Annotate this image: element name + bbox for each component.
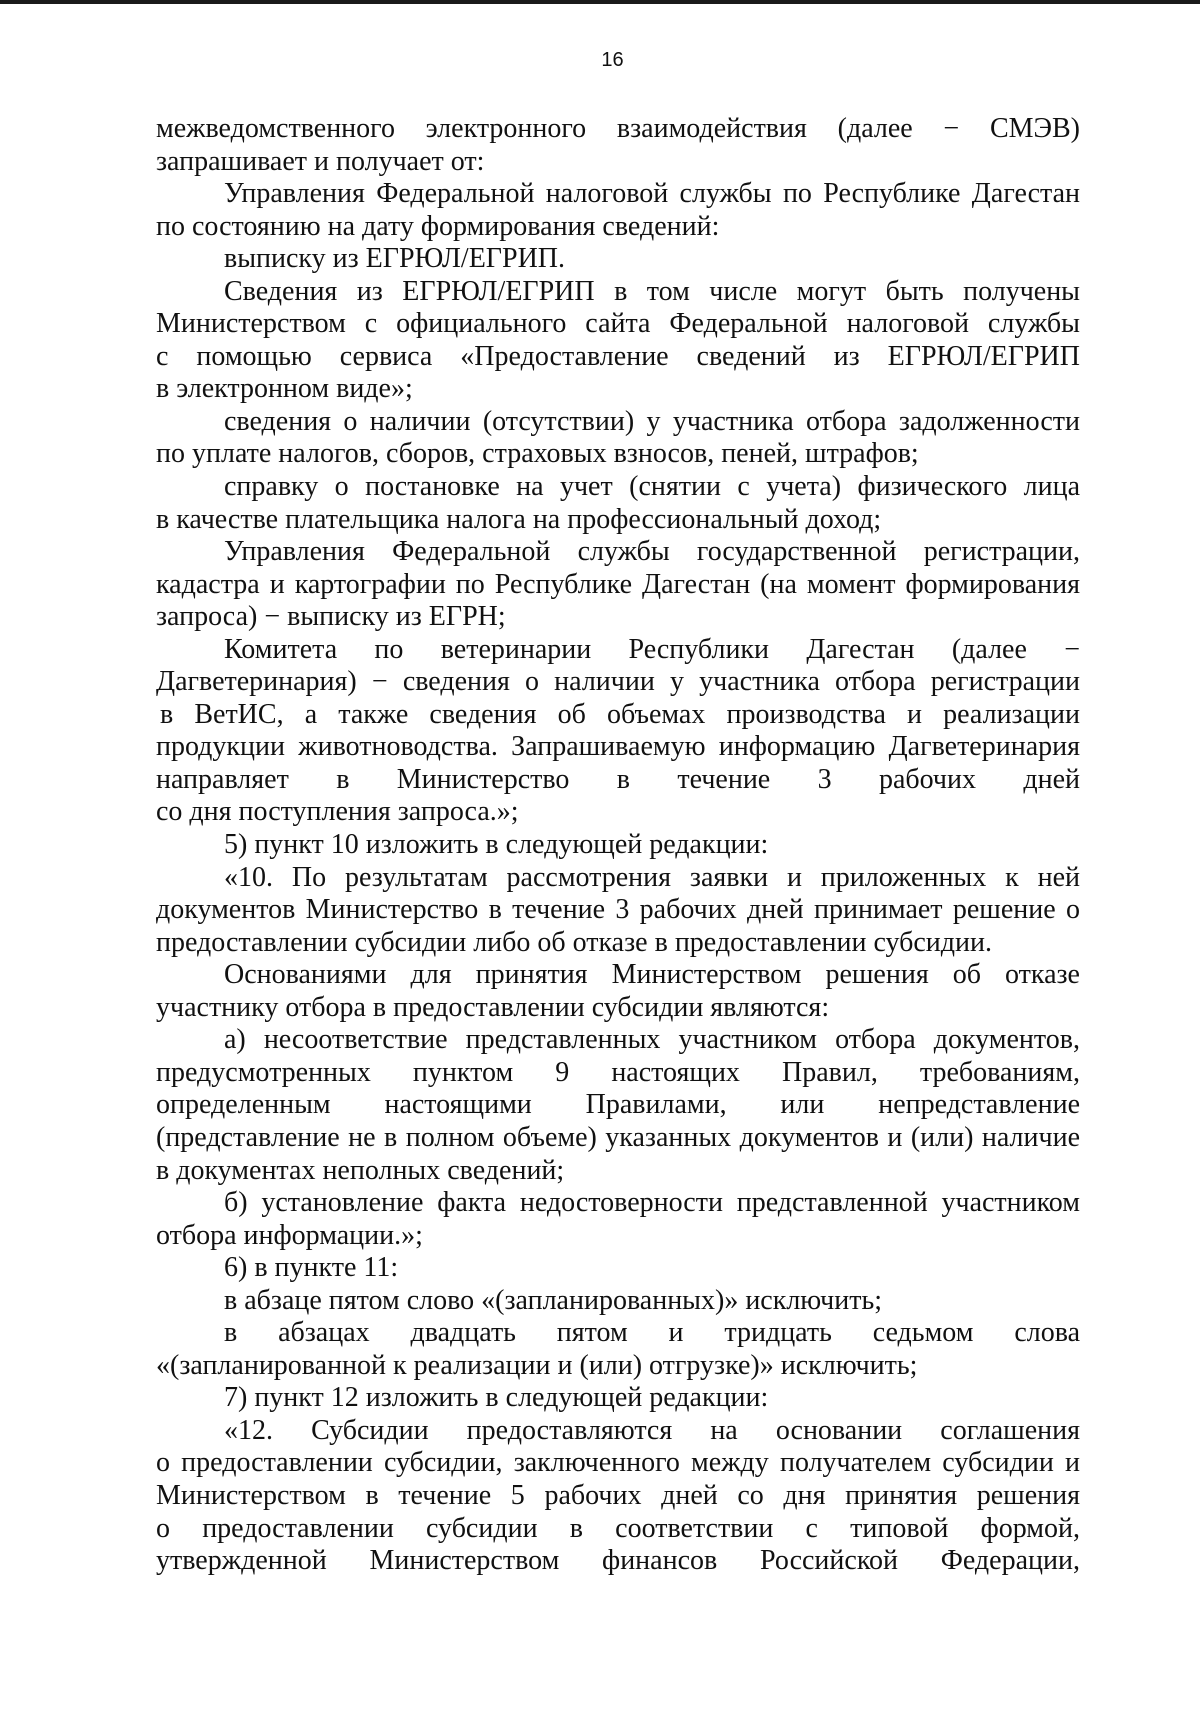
text-line: по уплате налогов, сборов, страховых взносов, пеней, штрафов;: [156, 438, 919, 470]
text-line: о предоставлении субсидии, заключенного между получателем субсидии и: [156, 1447, 1080, 1479]
text-line: Сведения из ЕГРЮЛ/ЕГРИП в том числе могут быть получены: [224, 275, 1080, 307]
text-line: предусмотренных пунктом 9 настоящих Правил, требованиям,: [156, 1056, 1080, 1088]
text-line: участнику отбора в предоставлении субсидии являются:: [156, 991, 830, 1023]
scan-top-edge: [0, 0, 1200, 4]
text-line: «12. Субсидии предоставляются на основании соглашения: [224, 1414, 1080, 1446]
text-line: Министерством в течение 5 рабочих дней со дня принятия решения: [156, 1479, 1080, 1511]
text-line: со дня поступления запроса.»;: [156, 796, 519, 828]
text-line: Основаниями для принятия Министерством решения об отказе: [224, 959, 1080, 991]
text-line: Управления Федеральной службы государственной регистрации,: [224, 536, 1080, 568]
text-line: с помощью сервиса «Предоставление сведений из ЕГРЮЛ/ЕГРИП: [156, 340, 1080, 372]
text-line: а) несоответствие представленных участником отбора документов,: [224, 1024, 1080, 1056]
text-line: б) установление факта недостоверности представленной участником: [224, 1187, 1080, 1219]
text-line: справку о постановке на учет (снятии с учета) физического лица: [224, 471, 1080, 503]
text-line: выписку из ЕГРЮЛ/ЕГРИП.: [224, 243, 566, 275]
text-line: документов Министерство в течение 3 рабочих дней принимает решение о: [156, 894, 1080, 926]
text-line: Министерством с официального сайта Федеральной налоговой службы: [156, 308, 1080, 340]
text-line: предоставлении субсидии либо об отказе в предоставлении субсидии.: [156, 926, 993, 958]
text-line: Комитета по ветеринарии Республики Дагестан (далее −: [224, 633, 1080, 665]
text-line: по состоянию на дату формирования сведений:: [156, 210, 720, 242]
text-line: кадастра и картографии по Республике Дагестан (на момент формирования: [156, 568, 1080, 600]
text-line: 5) пункт 10 изложить в следующей редакции:: [224, 829, 769, 861]
text-line: продукции животноводства. Запрашиваемую информацию Дагветеринария: [156, 731, 1080, 763]
text-line: направляет в Министерство в течение 3 рабочих дней: [156, 763, 1080, 795]
text-line: запроса) − выписку из ЕГРН;: [156, 601, 506, 633]
text-line: в ВетИС, а также сведения об объемах производства и реализации: [160, 698, 1080, 730]
text-line: определенным настоящими Правилами, или непредставление: [156, 1089, 1080, 1121]
text-line: о предоставлении субсидии в соответствии с типовой формой,: [156, 1512, 1080, 1544]
text-line: сведения о наличии (отсутствии) у участника отбора задолженности: [224, 405, 1080, 437]
text-line: в качестве плательщика налога на профессиональный доход;: [156, 503, 882, 535]
text-line: утвержденной Министерством финансов Российской Федерации,: [156, 1545, 1080, 1577]
text-line: «10. По результатам рассмотрения заявки и приложенных к ней: [224, 861, 1080, 893]
text-line: в абзаце пятом слово «(запланированных)» исключить;: [224, 1284, 883, 1316]
text-line: Управления Федеральной налоговой службы по Республике Дагестан: [224, 178, 1080, 210]
text-line: в документах неполных сведений;: [156, 1154, 565, 1186]
text-line: «(запланированной к реализации и (или) отгрузке)» исключить;: [156, 1349, 918, 1381]
text-line: Дагветеринария) − сведения о наличии у участника отбора регистрации: [156, 666, 1080, 698]
text-line: в электронном виде»;: [156, 373, 413, 405]
page-number: 16: [601, 49, 624, 71]
text-line: в абзацах двадцать пятом и тридцать седьмом слова: [224, 1317, 1080, 1349]
text-line: 6) в пункте 11:: [224, 1252, 399, 1284]
text-line: отбора информации.»;: [156, 1219, 423, 1251]
text-line: (представление не в полном объеме) указанных документов и (или) наличие: [156, 1121, 1080, 1153]
document-body: [156, 113, 1080, 1578]
text-line: запрашивает и получает от:: [156, 145, 485, 177]
text-line: 7) пункт 12 изложить в следующей редакции:: [224, 1382, 769, 1414]
text-line: межведомственного электронного взаимодействия (далее − СМЭВ): [156, 113, 1080, 144]
